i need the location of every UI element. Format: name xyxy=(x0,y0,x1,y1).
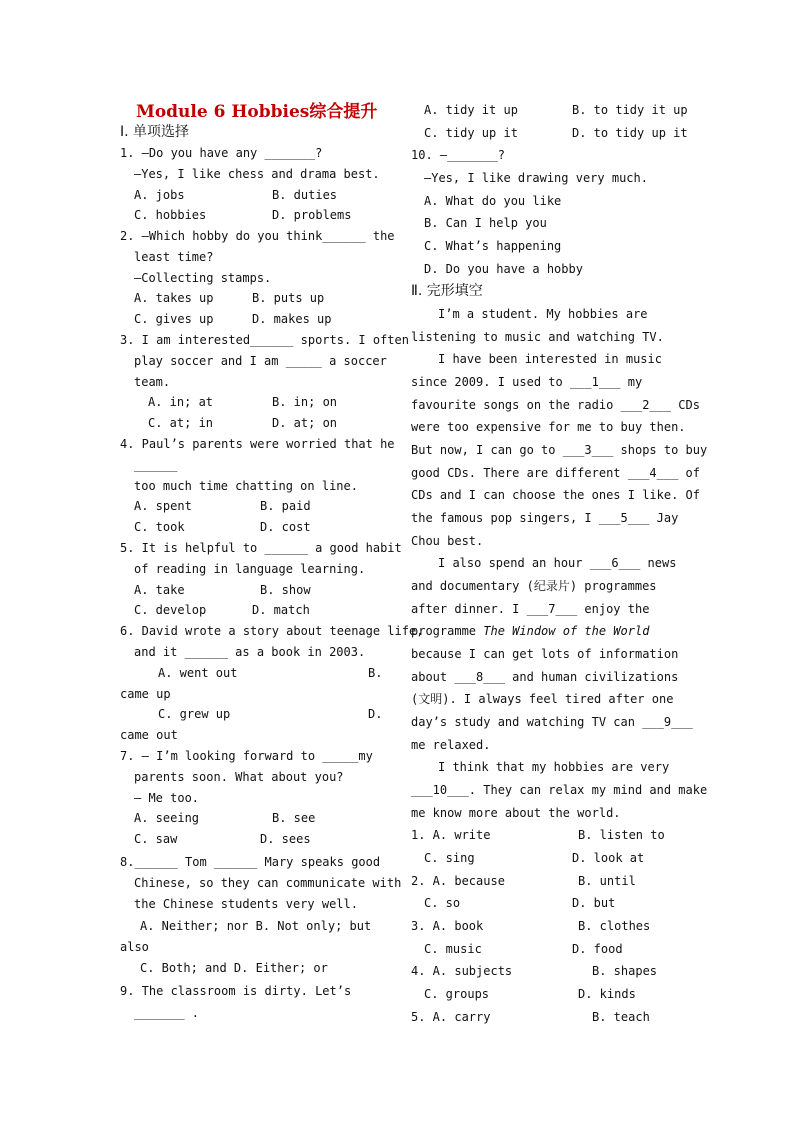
right-text-line: B. teach xyxy=(592,1010,650,1024)
right-text-line: C. groups xyxy=(424,987,490,1001)
left-text-line: —Yes, I like chess and drama best. xyxy=(134,167,380,181)
right-text-line: D. kinds xyxy=(578,987,636,1001)
right-text-line: after dinner. I ___7___ enjoy the xyxy=(411,602,650,616)
left-text-line: _______ . xyxy=(134,1006,200,1020)
right-text-line: B. to tidy it up xyxy=(572,103,688,117)
left-text-line: least time? xyxy=(134,250,214,264)
left-text-line: 5. It is helpful to ______ a good habit xyxy=(120,541,402,555)
right-text-line: 4. A. subjects xyxy=(411,964,513,978)
right-text-line: A. What do you like xyxy=(424,194,562,208)
left-text-line: C. grew up xyxy=(158,707,231,721)
right-text-line: C. music xyxy=(424,942,482,956)
right-text-line: D. look at xyxy=(572,851,645,865)
right-text-line: B. shapes xyxy=(592,964,658,978)
left-text-line: the Chinese students very well. xyxy=(134,897,358,911)
right-text-line: me relaxed. xyxy=(411,738,491,752)
right-text-line: 1. A. write xyxy=(411,828,491,842)
right-text-line: D. but xyxy=(572,896,616,910)
left-text-line: 4. Paul’s parents were worried that he xyxy=(120,437,395,451)
right-text-line: programme The Window of the World xyxy=(411,624,650,638)
section-heading-multiple-choice: Ⅰ. 单项选择 xyxy=(120,124,190,140)
left-text-line: — Me too. xyxy=(134,791,200,805)
right-text-line: I have been interested in music xyxy=(438,352,662,366)
left-text-line: C. gives up xyxy=(134,312,214,326)
right-text-line: C. What’s happening xyxy=(424,239,562,253)
left-text-line: 6. David wrote a story about teenage life, xyxy=(120,624,424,638)
right-text-line: D. food xyxy=(572,942,623,956)
right-text-line: C. tidy up it xyxy=(424,126,518,140)
left-text-line: C. hobbies xyxy=(134,208,207,222)
left-text-line: ______ xyxy=(134,458,178,472)
left-text-line: 8.______ Tom ______ Mary speaks good xyxy=(120,855,381,869)
left-text-line: D. match xyxy=(252,603,310,617)
left-text-line: C. Both; and D. Either; or xyxy=(140,961,328,975)
right-text-line: 3. A. book xyxy=(411,919,484,933)
left-text-line: D. makes up xyxy=(252,312,332,326)
right-text-line: (文明). I always feel tired after one xyxy=(411,692,674,706)
left-text-line: A. went out xyxy=(158,666,238,680)
left-text-line: A. Neither; nor B. Not only; but xyxy=(140,919,372,933)
left-text-line: 1. —Do you have any _______? xyxy=(120,146,323,160)
left-text-line: D. cost xyxy=(260,520,311,534)
left-text-line: C. at; in xyxy=(148,416,214,430)
left-text-line: A. jobs xyxy=(134,188,185,202)
left-text-line: 9. The classroom is dirty. Let’s xyxy=(120,984,352,998)
left-text-line: A. take xyxy=(134,583,185,597)
right-text-line: ___10___. They can relax my mind and make xyxy=(411,783,708,797)
left-text-line: and it ______ as a book in 2003. xyxy=(134,645,366,659)
right-text-line: me know more about the world. xyxy=(411,806,621,820)
right-text-line: were too expensive for me to buy then. xyxy=(411,420,686,434)
left-text-line: team. xyxy=(134,375,171,389)
left-text-line: A. spent xyxy=(134,499,192,513)
left-text-line: came out xyxy=(120,728,178,742)
right-text-line: B. clothes xyxy=(578,919,651,933)
right-text-line: B. Can I help you xyxy=(424,216,547,230)
page-title: Module 6 Hobbies综合提升 xyxy=(136,102,378,122)
right-text-line: 5. A. carry xyxy=(411,1010,491,1024)
left-text-line: also xyxy=(120,940,149,954)
right-text-line: listening to music and watching TV. xyxy=(411,330,664,344)
left-text-line: 3. I am interested______ sports. I often xyxy=(120,333,409,347)
right-text-line: —Yes, I like drawing very much. xyxy=(424,171,648,185)
left-text-line: C. took xyxy=(134,520,185,534)
right-text-line: and documentary (纪录片) programmes xyxy=(411,579,657,593)
right-text-line: 2. A. because xyxy=(411,874,505,888)
section-heading-cloze: Ⅱ. 完形填空 xyxy=(411,283,483,299)
left-text-line: 2. —Which hobby do you think______ the xyxy=(120,229,395,243)
left-text-line: too much time chatting on line. xyxy=(134,479,358,493)
right-text-line: C. sing xyxy=(424,851,475,865)
left-text-line: A. seeing xyxy=(134,811,200,825)
left-text-line: B. show xyxy=(260,583,311,597)
left-text-line: D. at; on xyxy=(272,416,338,430)
left-text-line: A. in; at xyxy=(148,395,214,409)
left-text-line: B. paid xyxy=(260,499,311,513)
right-text-line: CDs and I can choose the ones I like. Of xyxy=(411,488,700,502)
right-text-line: I’m a student. My hobbies are xyxy=(438,307,648,321)
right-text-line: favourite songs on the radio ___2___ CDs xyxy=(411,398,700,412)
right-text-line: about ___8___ and human civilizations xyxy=(411,670,679,684)
right-text-line: Chou best. xyxy=(411,534,484,548)
left-text-line: —Collecting stamps. xyxy=(134,271,272,285)
left-text-line: B. see xyxy=(272,811,316,825)
right-text-line: 10. —_______? xyxy=(411,148,505,162)
left-text-line: B. xyxy=(368,666,383,680)
left-text-line: B. in; on xyxy=(272,395,338,409)
left-text-line: D. problems xyxy=(272,208,352,222)
right-text-line: D. Do you have a hobby xyxy=(424,262,583,276)
left-text-line: C. develop xyxy=(134,603,207,617)
left-text-line: parents soon. What about you? xyxy=(134,770,344,784)
left-text-line: B. puts up xyxy=(252,291,325,305)
left-text-line: B. duties xyxy=(272,188,338,202)
right-text-line: the famous pop singers, I ___5___ Jay xyxy=(411,511,679,525)
right-text-line: I also spend an hour ___6___ news xyxy=(438,556,677,570)
right-text-line: B. listen to xyxy=(578,828,665,842)
left-text-line: 7. — I’m looking forward to _____my xyxy=(120,749,373,763)
left-text-line: D. sees xyxy=(260,832,311,846)
left-text-line: C. saw xyxy=(134,832,178,846)
right-text-line: D. to tidy up it xyxy=(572,126,688,140)
right-text-line: day’s study and watching TV can ___9___ xyxy=(411,715,693,729)
left-text-line: came up xyxy=(120,687,171,701)
right-text-line: because I can get lots of information xyxy=(411,647,679,661)
right-text-line: since 2009. I used to ___1___ my xyxy=(411,375,643,389)
left-text-line: of reading in language learning. xyxy=(134,562,366,576)
right-text-line: I think that my hobbies are very xyxy=(438,760,670,774)
right-text-line: But now, I can go to ___3___ shops to buy xyxy=(411,443,708,457)
right-text-line: good CDs. There are different ___4___ of xyxy=(411,466,700,480)
left-text-line: play soccer and I am _____ a soccer xyxy=(134,354,387,368)
left-text-line: A. takes up xyxy=(134,291,214,305)
right-text-line: C. so xyxy=(424,896,461,910)
right-text-line: A. tidy it up xyxy=(424,103,518,117)
right-text-line: B. until xyxy=(578,874,636,888)
left-text-line: Chinese, so they can communicate with xyxy=(134,876,402,890)
left-text-line: D. xyxy=(368,707,383,721)
